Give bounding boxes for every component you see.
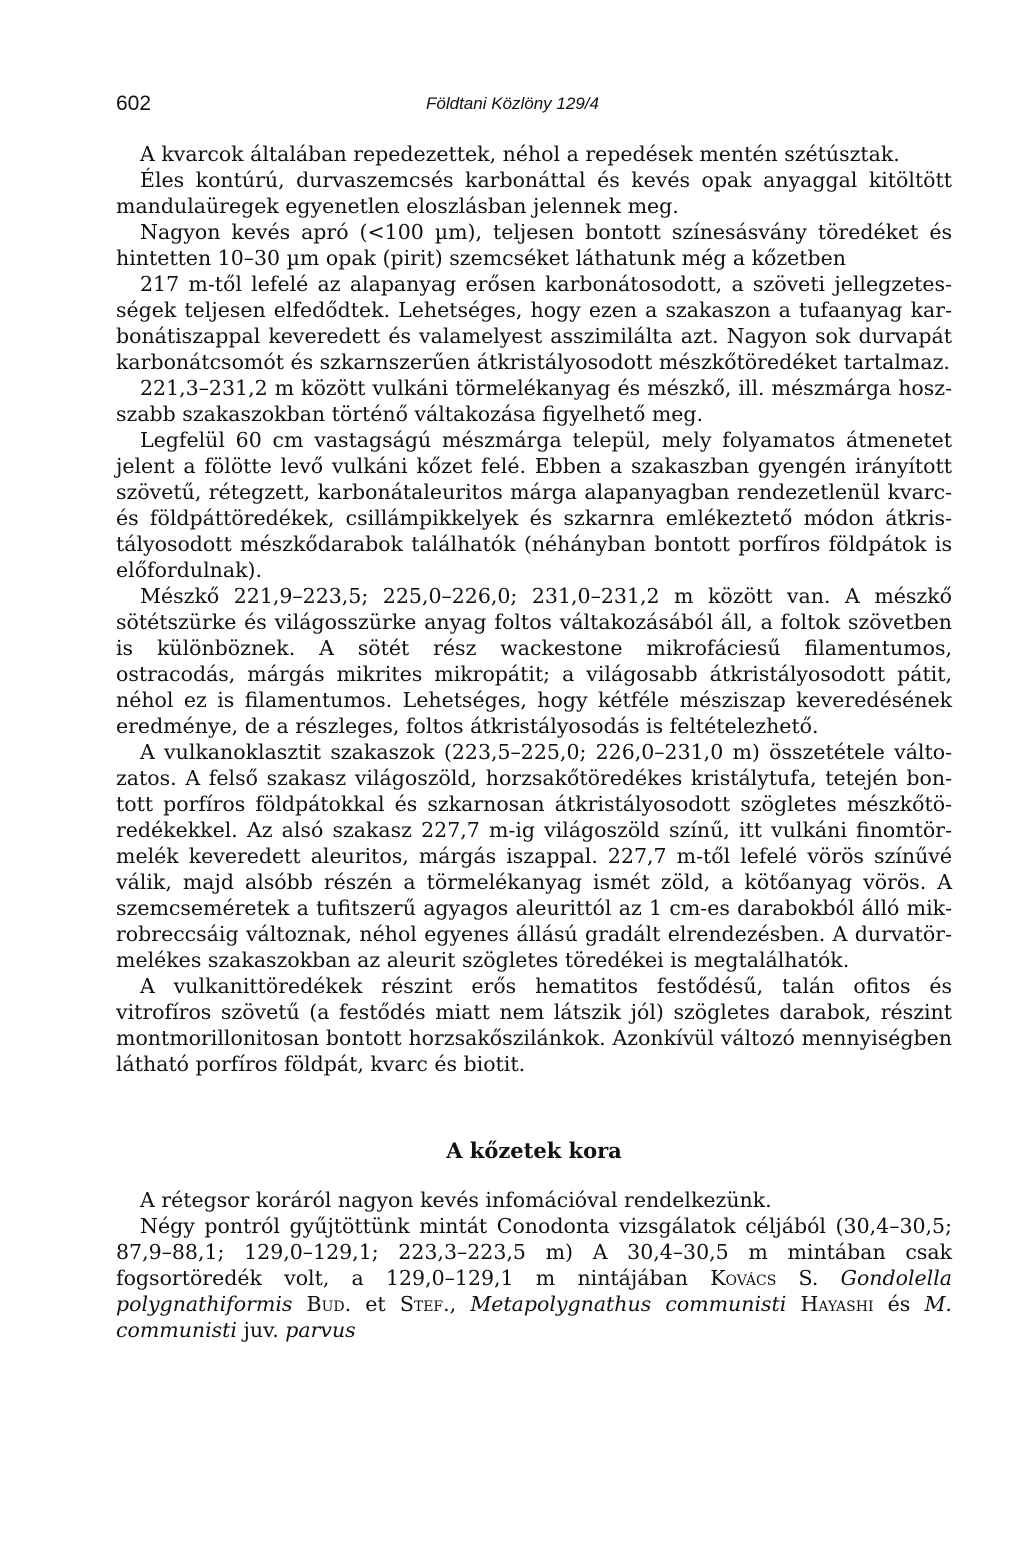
author-name: Hayashi — [800, 1292, 874, 1316]
text-run — [292, 1292, 306, 1316]
body-paragraph: A rétegsor koráról nagyon kevés infomációval rendelkezünk. — [140, 1188, 772, 1212]
body-paragraph: A vulkanoklasztit szakaszok (223,5–225,0; 226,0–231,0 m) összetétele változatos. A felső szakasz világoszöld, horzsakőtöredékes kristálytufa, tetején bontott porfíros földpátokkal és szkarnosan átkristályosodott szögletes mészkőtöredékekkel. Az alsó szakasz 227,7 m-ig világoszöld színű, itt vulkáni finomtörmelék keveredett aleuritos, márgás iszappal. 227,7 m-től lefelé vörös színűvé válik, majd alsóbb részén a törmelékanyag ismét zöld, a kötőanyag vörös. A szemcseméretek a tufitszerű agyagos aleurittól az 1 cm-es darabokból álló mikrobreccsáig változnak, néhol egyenes állású gradált elrendezésben. A durvatörmelékes szakaszokban az aleurit szögletes töredékei is megtalálhatók. — [116, 740, 952, 972]
author-name: Kovács S. — [710, 1266, 819, 1290]
text-run: , — [449, 1292, 471, 1316]
text-run: et — [351, 1292, 400, 1316]
body-paragraph: Legfelül 60 cm vastagságú mészmárga települ, mely folyamatos átmenetet jelent a fölötte levő vulkáni kőzet felé. Ebben a szakaszban gyengén irányított szövetű, rétegzett, karbonátaleuritos márga alapanyagban rendezetlenül kvarc- és földpáttöredékek, csillámpikkelyek és szkarnra emlékeztető módon átkristályosodott mészkődarabok találhatók (néhányban bontott porfíros földpátok is előfordulnak). — [116, 428, 952, 582]
article-body — [116, 141, 952, 1343]
section-heading: A kőzetek kora — [446, 1138, 622, 1163]
page-header — [116, 92, 954, 122]
body-paragraph: A kvarcok általában repedezettek, néhol a repedések mentén szétúsztak. — [140, 142, 900, 166]
body-paragraph: A vulkanittöredékek részint erős hematitos festődésű, talán ofitos és vitrofíros szövetű (a festődés miatt nem látszik jól) szögletes darabok, részint montmorillonitosan bontott horzsakőszilánkok. Azonkívül változó mennyiségben látható porfíros földpát, kvarc és biotit. — [116, 974, 952, 1076]
text-run: és — [873, 1292, 925, 1316]
text-run — [786, 1292, 800, 1316]
body-paragraph: Mészkő 221,9–223,5; 225,0–226,0; 231,0–231,2 m között van. A mészkő sötétszürke és világosszürke anyag foltos váltakozásából áll, a foltok szövetben is különböznek. A sötét rész wackestone mikrofáciesű filamentumos, ostracodás, márgás mikrites mikropátit; a világosabb átkristályosodott pátit, néhol ez is filamentumos. Lehetséges, hogy kétféle mésziszap keveredésének eredménye, de a részleges, foltos átkristályosodás is feltételezhető. — [116, 584, 952, 738]
species-name: Gondolella polygnathiformis — [116, 1266, 952, 1316]
author-name: Bud. — [306, 1292, 352, 1316]
body-paragraph: 221,3–231,2 m között vulkáni törmelékanyag és mészkő, ill. mészmárga hoszszabb szakaszokban történő váltakozása figyelhető meg. — [116, 376, 952, 426]
species-name: parvus — [285, 1318, 356, 1342]
text-run: Négy pontról gyűjtöttünk mintát Conodonta vizsgálatok céljából (30,4–30,5; 87,9–88,1; 129,0–129,1; 223,3–223,5 m) A 30,4–30,5 m mintában csak fogsortöredék volt, a 129,0–129,1 m nintájában — [116, 1214, 952, 1290]
body-paragraph-conodonta — [116, 1213, 952, 1343]
text-run — [818, 1266, 840, 1290]
author-name: Stef. — [399, 1292, 450, 1316]
species-name: M. communisti — [116, 1292, 952, 1342]
body-paragraph: Nagyon kevés apró (<100 µm), teljesen bontott színesásvány töredéket és hintetten 10–30 µm opak (pirit) szemcséket láthatunk még a kőzetben — [116, 220, 952, 270]
body-paragraph: Éles kontúrú, durvaszemcsés karbonáttal és kevés opak anyaggal kitöltött mandulaüregek egyenetlen eloszlásban jelennek meg. — [116, 168, 952, 218]
species-name: Metapolygnathus communisti — [470, 1292, 787, 1316]
page-number: 602 — [116, 92, 152, 115]
journal-running-title: Földtani Közlöny 129/4 — [426, 94, 599, 113]
body-paragraph: 217 m-től lefelé az alapanyag erősen karbonátosodott, a szöveti jellegzetességek teljesen elfedődtek. Lehetséges, hogy ezen a szakaszon a tufaanyag karbonátiszappal keveredett és valamelyest asszimilálta azt. Nagyon sok durvapát karbonátcsomót és szkarnszerűen átkristályosodott mészkőtöredéket tartalmaz. — [116, 272, 952, 374]
text-run: juv. — [236, 1318, 286, 1342]
